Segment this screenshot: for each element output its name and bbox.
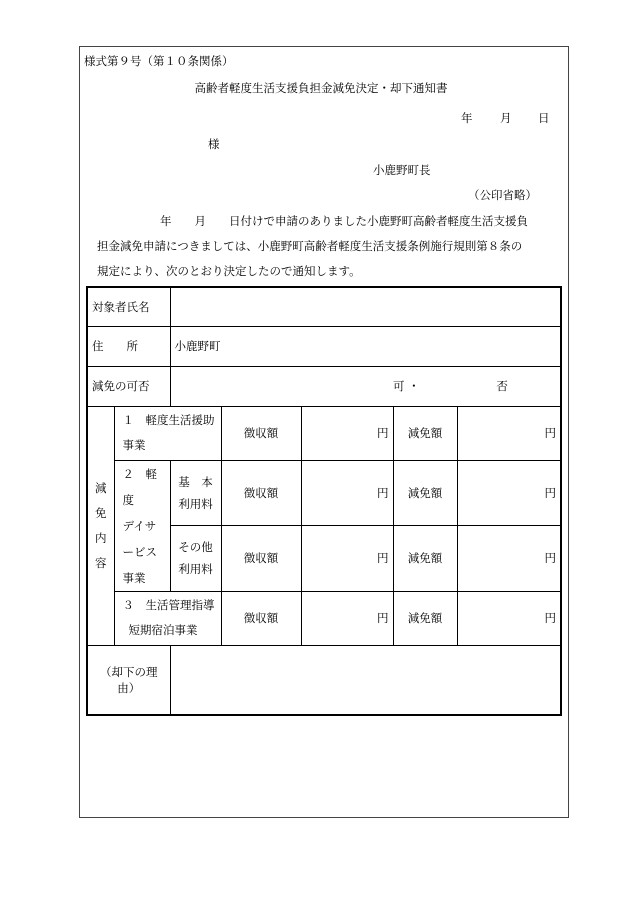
- reject-reason-label: （却下の理由）: [87, 645, 170, 715]
- item-2b-exempt-label: 減免額: [393, 526, 457, 592]
- date-month-label: 月: [500, 111, 512, 125]
- decision-value[interactable]: [170, 366, 561, 406]
- body-line-3: 規定により、次のとおり決定したので通知します。: [97, 264, 361, 278]
- item-1-exempt-label: 減免額: [393, 406, 457, 460]
- name-label: 対象者氏名: [87, 287, 170, 326]
- decision-label: 減免の可否: [87, 366, 170, 406]
- document-title: 高齢者軽度生活支援負担金減免決定・却下通知書: [194, 81, 448, 95]
- item-2b-collect-label: 徴収額: [221, 526, 301, 592]
- date-year-label: 年: [461, 111, 473, 125]
- reject-row: [87, 645, 561, 715]
- date-day-label: 日: [538, 111, 550, 125]
- item-3-exempt-label: 減免額: [393, 591, 457, 645]
- decision-separator: ・: [408, 379, 420, 393]
- item-3-exempt-amount[interactable]: 円: [457, 591, 561, 645]
- item-2b-collect-amount[interactable]: 円: [301, 526, 393, 592]
- item-2-sub1-label: 基 本 利用料: [170, 460, 221, 526]
- item-2-sub2-label: その他 利用料: [170, 526, 221, 592]
- body-line-1: 年 月 日付けで申請のありました小鹿野町高齢者軽度生活支援負: [160, 214, 528, 228]
- item-3-collect-label: 徴収額: [221, 591, 301, 645]
- item-1-exempt-amount[interactable]: 円: [457, 406, 561, 460]
- name-value[interactable]: [170, 287, 561, 326]
- item-2a-collect-label: 徴収額: [221, 460, 301, 526]
- decision-yes: 可: [393, 379, 405, 393]
- item-3-label: ３ 生活管理指導 短期宿泊事業: [114, 591, 221, 645]
- item-1-row: [87, 406, 561, 460]
- item-2b-exempt-amount[interactable]: 円: [457, 526, 561, 592]
- body-line-2: 担金減免申請につきましては、小鹿野町高齢者軽度生活支援条例施行規則第８条の: [97, 239, 523, 253]
- item-2-group-label: ２ 軽度 デイサ ービス 事業: [114, 460, 170, 591]
- exemption-table: [86, 286, 562, 716]
- address-label: 住 所: [87, 326, 170, 366]
- issuer: 小鹿野町長: [373, 163, 431, 177]
- item-3-collect-amount[interactable]: 円: [301, 591, 393, 645]
- reject-reason-value[interactable]: [170, 645, 561, 715]
- item-2a-exempt-label: 減免額: [393, 460, 457, 526]
- item-2a-exempt-amount[interactable]: 円: [457, 460, 561, 526]
- form-number: 様式第９号（第１０条関係）: [84, 54, 234, 68]
- item-2a-row: [87, 460, 561, 526]
- name-row: [87, 287, 561, 326]
- seal-omitted-note: （公印省略）: [468, 188, 537, 202]
- item-1-collect-amount[interactable]: 円: [301, 406, 393, 460]
- decision-row: [87, 366, 561, 406]
- address-value[interactable]: 小鹿野町: [170, 326, 561, 366]
- item-3-row: [87, 591, 561, 645]
- item-1-label: １ 軽度生活援助 事業: [114, 406, 221, 460]
- address-row: [87, 326, 561, 366]
- decision-no: 否: [496, 379, 508, 393]
- item-2a-collect-amount[interactable]: 円: [301, 460, 393, 526]
- item-1-collect-label: 徴収額: [221, 406, 301, 460]
- content-label: 減 免 内 容: [87, 406, 114, 645]
- addressee-suffix: 様: [208, 137, 220, 151]
